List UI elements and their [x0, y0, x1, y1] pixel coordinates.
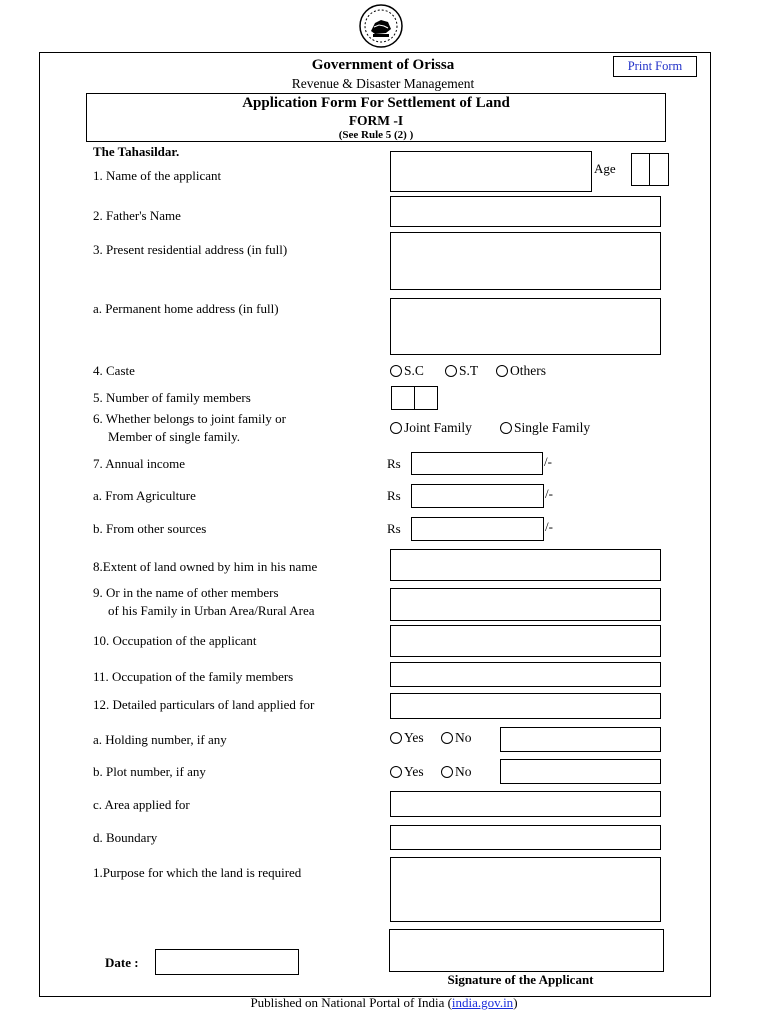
plot-no-radio[interactable]: No	[441, 763, 472, 780]
family-occupation-input[interactable]	[390, 662, 661, 687]
signature-label: Signature of the Applicant	[447, 972, 594, 987]
agriculture-income-input[interactable]	[411, 484, 544, 508]
form-rule: (See Rule 5 (2) )	[338, 129, 414, 141]
family-members-digit-2[interactable]	[414, 386, 438, 410]
agriculture-income-label: a. From Agriculture	[93, 488, 196, 503]
addressee: The Tahasildar.	[93, 144, 180, 159]
other-members-label-line2: of his Family in Urban Area/Rural Area	[108, 603, 315, 618]
holding-number-input[interactable]	[500, 727, 661, 752]
radio-circle-icon	[390, 732, 402, 744]
holding-no-radio[interactable]: No	[441, 729, 472, 746]
other-members-label-line1: 9. Or in the name of other members	[93, 585, 279, 600]
caste-others-radio[interactable]: Others	[496, 362, 546, 379]
org-title: Government of Orissa	[311, 57, 455, 73]
holding-label: a. Holding number, if any	[93, 732, 227, 747]
annual-income-suffix: /-	[544, 454, 552, 469]
footer-text: Published on National Portal of India (india.gov.in)	[250, 995, 518, 1010]
father-input[interactable]	[390, 196, 661, 227]
radio-circle-icon	[390, 422, 402, 434]
joint-family-question-line1: 6. Whether belongs to joint family or	[93, 411, 286, 426]
family-members-digit-1[interactable]	[391, 386, 415, 410]
age-input-digit-2[interactable]	[649, 153, 669, 186]
particulars-label: 12. Detailed particulars of land applied for	[93, 697, 315, 712]
name-label: 1. Name of the applicant	[93, 168, 222, 183]
area-label: c. Area applied for	[93, 797, 190, 812]
name-input[interactable]	[390, 151, 592, 192]
signature-input[interactable]	[389, 929, 664, 972]
plot-yes-radio[interactable]: Yes	[390, 763, 424, 780]
land-owned-input[interactable]	[390, 549, 661, 581]
agriculture-income-suffix: /-	[545, 486, 553, 501]
family-occupation-label: 11. Occupation of the family members	[93, 669, 294, 684]
form-title: Application Form For Settlement of Land	[242, 95, 510, 111]
holding-yes-radio[interactable]: Yes	[390, 729, 424, 746]
radio-circle-icon	[445, 365, 457, 377]
joint-family-radio[interactable]: Joint Family	[390, 419, 472, 436]
date-input[interactable]	[155, 949, 299, 975]
print-form-button[interactable]	[613, 56, 697, 77]
area-input[interactable]	[390, 791, 661, 817]
other-income-suffix: /-	[545, 519, 553, 534]
radio-circle-icon	[441, 766, 453, 778]
other-members-input[interactable]	[390, 588, 661, 621]
orissa-emblem-icon	[358, 3, 404, 49]
india-gov-link[interactable]: india.gov.in	[451, 995, 514, 1010]
purpose-input[interactable]	[390, 857, 661, 922]
plot-number-input[interactable]	[500, 759, 661, 784]
plot-label: b. Plot number, if any	[93, 764, 206, 779]
present-address-input[interactable]	[390, 232, 661, 290]
other-income-rs: Rs	[387, 521, 401, 536]
caste-sc-radio[interactable]: S.C	[390, 362, 424, 379]
permanent-address-label: a. Permanent home address (in full)	[93, 301, 279, 316]
radio-circle-icon	[390, 766, 402, 778]
radio-circle-icon	[500, 422, 512, 434]
father-label: 2. Father's Name	[93, 208, 181, 223]
form-number: FORM -I	[348, 113, 404, 128]
family-members-label: 5. Number of family members	[93, 390, 251, 405]
agriculture-income-rs: Rs	[387, 488, 401, 503]
print-form-label: Print Form	[627, 59, 683, 73]
joint-family-question-line2: Member of single family.	[108, 429, 241, 444]
boundary-label: d. Boundary	[93, 830, 158, 845]
caste-label: 4. Caste	[93, 363, 135, 378]
other-income-input[interactable]	[411, 517, 544, 541]
caste-st-radio[interactable]: S.T	[445, 362, 478, 379]
occupation-label: 10. Occupation of the applicant	[93, 633, 257, 648]
dept-title: Revenue & Disaster Management	[291, 76, 475, 91]
occupation-input[interactable]	[390, 625, 661, 657]
permanent-address-input[interactable]	[390, 298, 661, 355]
purpose-label: 1.Purpose for which the land is required	[93, 865, 302, 880]
land-owned-label: 8.Extent of land owned by him in his name	[93, 559, 318, 574]
annual-income-rs: Rs	[387, 456, 401, 471]
other-income-label: b. From other sources	[93, 521, 207, 536]
particulars-input[interactable]	[390, 693, 661, 719]
annual-income-input[interactable]	[411, 452, 543, 475]
boundary-input[interactable]	[390, 825, 661, 850]
radio-circle-icon	[496, 365, 508, 377]
radio-circle-icon	[441, 732, 453, 744]
annual-income-label: 7. Annual income	[93, 456, 186, 471]
present-address-label: 3. Present residential address (in full)	[93, 242, 288, 257]
radio-circle-icon	[390, 365, 402, 377]
date-label: Date :	[105, 955, 139, 970]
single-family-radio[interactable]: Single Family	[500, 419, 590, 436]
age-input-digit-1[interactable]	[631, 153, 650, 186]
age-label: Age	[594, 161, 616, 176]
